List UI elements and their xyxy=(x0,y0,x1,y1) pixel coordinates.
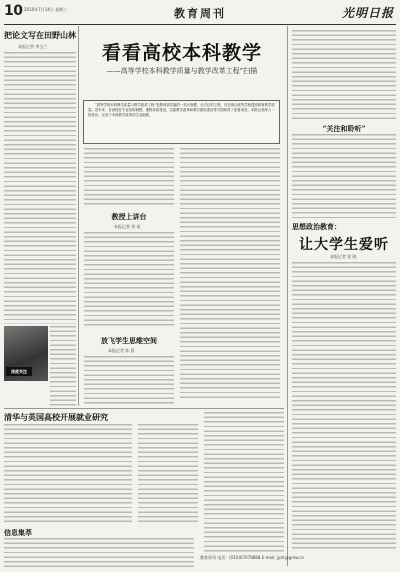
photo-caption-text xyxy=(50,326,76,406)
article-body-center-top xyxy=(84,148,174,208)
column-divider xyxy=(78,26,79,406)
article-body-center-right xyxy=(180,148,280,398)
right-body-middle xyxy=(292,134,396,220)
right-body-top xyxy=(292,30,396,120)
article-byline-fieldwork: 本报记者 李玉兰 xyxy=(18,44,48,49)
section-title: 教育周刊 xyxy=(174,7,226,20)
article-title-research: 清华与英国高校开展就业研究 xyxy=(4,413,108,422)
article-body-lecture xyxy=(84,232,174,328)
article-body-research-2 xyxy=(138,424,198,524)
issue-date: 2010年7月14日 星期三 xyxy=(24,7,68,12)
right-feature-byline: 本报记者 张 晓 xyxy=(330,254,357,259)
info-body xyxy=(4,538,194,568)
main-headline: 看看高校本科教学 xyxy=(101,42,262,64)
article-byline-thinking: 本报记者 陈 晨 xyxy=(108,348,135,353)
right-column-divider xyxy=(287,26,288,566)
right-feature-title: 让大学生爱听 xyxy=(299,237,389,253)
article-title-lecture: 教授上讲台 xyxy=(111,212,147,221)
page-number: 10 xyxy=(4,3,23,19)
article-title-thinking: 放飞学生思维空间 xyxy=(101,336,157,345)
article-body-fieldwork xyxy=(4,52,76,324)
article-title-fieldwork: 把论文写在田野山林 xyxy=(4,31,76,40)
page-footer: 教育周刊 电话：(010)67078888 E-mail: jyzk@gmw.cn xyxy=(200,555,305,560)
lead-intro-box xyxy=(83,100,280,144)
right-feature-body xyxy=(292,262,396,552)
lead-intro-text: “高等学校本科教学质量与教学改革工程”是教育部实施的一项大规模、全方位的工程，旨在推动高等学校提高教育教学质量。近年来，各高校在专业结构调整、课程体系建设、实践教学改革和教学团队建设等方面取得了显著成效。本报记者深入一线采访，记录下本科教学改革的生动画面。 xyxy=(88,103,275,117)
right-subtitle: “关注和聆听” xyxy=(322,124,366,133)
article-body-center-bottom xyxy=(204,412,284,552)
masthead xyxy=(4,2,396,25)
article-body-thinking xyxy=(84,356,174,406)
photo-badge: 深度关注 xyxy=(6,367,32,376)
paper-logo: 光明日报 xyxy=(341,6,394,20)
main-subheadline: ——高等学校本科教学质量与教学改革工程”扫描 xyxy=(106,67,258,75)
article-byline-lecture: 本报记者 周 易 xyxy=(114,224,141,229)
right-feature-kicker: 思想政治教育： xyxy=(292,222,341,231)
article-body-research xyxy=(4,424,132,524)
section-divider xyxy=(4,408,284,409)
info-title: 信息集萃 xyxy=(4,528,32,537)
